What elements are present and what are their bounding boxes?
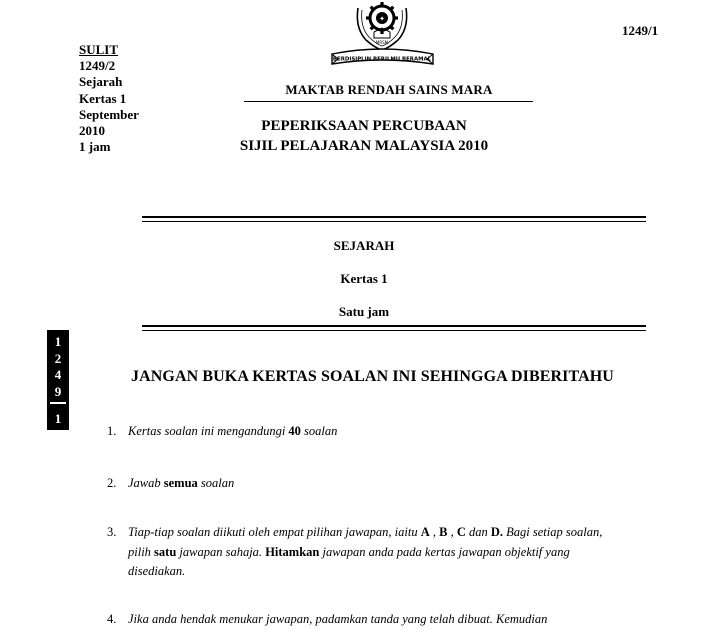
institution-name: MAKTAB RENDAH SAINS MARA	[285, 82, 493, 97]
instruction-text-segment: C	[456, 525, 466, 539]
instruction-item	[107, 610, 667, 630]
instruction-number: 2.	[107, 476, 117, 490]
instruction-text-segment: Bagi setiap soalan, pilih	[128, 525, 603, 559]
instruction-text-segment: Hitamkan	[265, 544, 320, 559]
subject-short: Sejarah	[79, 74, 123, 90]
exam-duration-short: 1 jam	[79, 139, 111, 155]
instruction-text-segment: jawapan anda pada kertas jawapan objektif yang disediakan.	[128, 544, 570, 578]
subject-name: SEJARAH	[333, 238, 395, 253]
sidebox-digit: 9	[54, 383, 62, 399]
instruction-text-segment: B	[439, 525, 448, 539]
instruction-text-segment: Tiap-tiap soalan diikuti oleh empat pilihan jawapan, iaitu	[128, 525, 421, 539]
exam-title: PEPERIKSAAN PERCUBAAN	[261, 118, 467, 134]
subject-duration: Satu jam	[338, 304, 390, 319]
instruction-item	[107, 523, 667, 582]
paper-info-block	[79, 42, 139, 155]
paper-label: Kertas 1	[79, 90, 127, 106]
instruction-text	[128, 523, 628, 582]
instruction-text-segment: Kertas soalan ini mengandungi	[128, 424, 289, 438]
exam-year: 2010	[79, 123, 105, 139]
paper-code: 1249/2	[79, 58, 116, 74]
bottom-rule-thick	[142, 325, 646, 327]
instruction-text-segment: soalan	[197, 476, 235, 490]
instruction-text-segment: D.	[490, 525, 504, 539]
exam-subtitle: SIJIL PELAJARAN MALAYSIA 2010	[239, 138, 489, 154]
instruction-text	[128, 610, 667, 630]
instruction-text	[128, 474, 667, 494]
instruction-text-segment: soalan	[300, 424, 338, 438]
instruction-text-segment: Jawab	[128, 476, 164, 490]
instruction-item	[107, 422, 667, 442]
sidebox-divider	[50, 402, 66, 404]
top-rule-thick	[142, 216, 646, 218]
bottom-rule-thin	[142, 330, 646, 331]
instruction-text-segment: jawapan sahaja.	[176, 544, 266, 559]
instruction-text-segment: dan	[465, 525, 491, 539]
paper-code-sidebox	[47, 330, 69, 430]
instruction-number: 4.	[107, 612, 117, 626]
warning-heading: JANGAN BUKA KERTAS SOALAN INI SEHINGGA DIBERITAHU	[131, 368, 614, 385]
svg-text:✦: ✦	[379, 15, 385, 23]
mrsm-crest-icon	[330, 0, 435, 70]
svg-text:BERDISIPLIN BERILMU BERAMAL: BERDISIPLIN BERILMU BERAMAL	[332, 56, 432, 63]
instruction-text	[128, 422, 667, 442]
instruction-number: 1.	[107, 424, 117, 438]
instruction-text-segment: A	[420, 525, 430, 539]
exam-month: September	[79, 106, 139, 122]
top-rule-thin	[142, 221, 646, 222]
institution-underline	[244, 101, 533, 102]
sidebox-digits	[47, 334, 69, 400]
instruction-text-segment: ,	[447, 525, 457, 539]
sidebox-digit: 2	[54, 350, 62, 366]
instruction-text-segment: 40	[288, 424, 301, 438]
classification-label: SULIT	[79, 42, 119, 57]
instruction-text-segment: satu	[154, 544, 177, 559]
svg-text:MRSM: MRSM	[375, 40, 389, 45]
instruction-number: 3.	[107, 525, 117, 539]
sidebox-digit: 1	[54, 334, 62, 349]
paper-code-top-right: 1249/1	[622, 23, 659, 38]
instruction-text-segment: ,	[429, 525, 440, 539]
instruction-text-segment: Jika anda hendak menukar jawapan, padamkan tanda yang telah dibuat. Kemudian	[128, 612, 548, 626]
subject-paper: Kertas 1	[340, 271, 388, 286]
sidebox-digit: 4	[54, 367, 62, 382]
instruction-item	[107, 474, 667, 494]
sidebox-paper-number: 1	[54, 411, 62, 426]
instruction-text-segment: semua	[163, 476, 198, 490]
